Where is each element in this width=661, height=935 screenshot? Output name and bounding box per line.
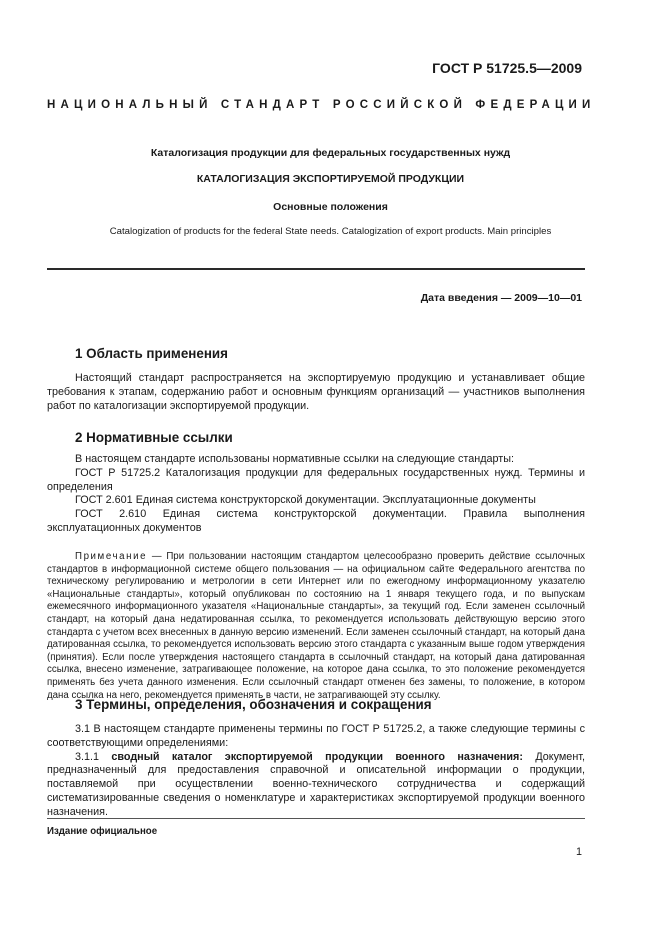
reference-item: [47, 494, 585, 508]
title-line-2: КАТАЛОГИЗАЦИЯ ЭКСПОРТИРУЕМОЙ ПРОДУКЦИИ: [196, 173, 465, 185]
clause-3-1-text: 3.1 В настоящем стандарте применены термины по ГОСТ Р 51725.2, а также следующие термины с соответствующими определениями:: [47, 723, 585, 749]
section-2-intro: В настоящем стандарте использованы нормативные ссылки на следующие стандарты:: [75, 453, 514, 465]
section-3-body: [47, 723, 585, 820]
clause-3-1-1: [47, 751, 585, 820]
footer-divider: [47, 818, 585, 819]
reference-item: [47, 467, 585, 495]
section-1-text: Настоящий стандарт распространяется на экспортируемую продукцию и устанавливает общие требования к этапам, содержанию работ и основным функциям организаций — участников выполнения работ по каталогизации экспортируемой продукции.: [47, 372, 585, 412]
note-label: Примечание: [75, 551, 148, 562]
title-line-3: Основные положения: [273, 201, 388, 213]
section-1-heading: 1 Область применения: [75, 346, 228, 361]
reference-item: [47, 508, 585, 536]
term-definition: Документ, предназначенный для предоставления справочной и описательной информации о продукции, поставляемой при осуществлении военно-технического сотрудничества и содержащий систематизированные сведения о номенклатуре и характеристиках экспортируемой продукции военного назначения.: [47, 750, 586, 818]
section-2-body: [47, 453, 585, 536]
document-code: ГОСТ Р 51725.5—2009: [432, 60, 582, 76]
note-block: [47, 551, 585, 702]
clause-3-1: [47, 723, 585, 751]
section-2-intro-paragraph: [47, 453, 585, 467]
title-line-1: Каталогизация продукции для федеральных государственных нужд: [150, 147, 511, 159]
section-1-paragraph: [47, 372, 585, 413]
national-standard-banner: НАЦИОНАЛЬНЫЙ СТАНДАРТ РОССИЙСКОЙ ФЕДЕРАЦИИ: [47, 99, 596, 111]
header-divider: [47, 268, 585, 270]
note-text: — При пользовании настоящим стандартом целесообразно проверить действие ссылочных стандартов в информационной системе общего пользования — на официальном сайте Федерального агентства по техническому регулированию и метрологии в сети Интернет или по ежегодному информационному указателю «Национальные стандарты», который опубликован по состоянию на 1 января текущего года, и по выпускам ежемесячного информационного указателя «Национальные стандарты», за текущий год. Если заменен ссылочный стандарт, на который дана недатированная ссылка, то рекомендуется использовать действующую версию этого стандарта с учетом всех внесенных в данную версию изменений. Если заменен ссылочный стандарт, на который дана датированная ссылка, то рекомендуется использовать версию этого стандарта с указанным выше годом утверждения (принятия). Если после утверждения настоящего стандарта в ссылочный стандарт, на который дана датированная ссылка, внесено изменение, затрагивающее положение, на которое дана ссылка, то это положение рекомендуется применять без учета данного изменения. Если ссылочный стандарт отменен без замены, то положение, в котором дана ссылка на него, рекомендуется применять в части, не затрагивающей эту ссылку.: [47, 551, 585, 701]
term-name: сводный каталог экспортируемой продукции военного назначения:: [111, 750, 523, 763]
section-3-heading: 3 Термины, определения, обозначения и сокращения: [75, 697, 432, 712]
page-number: 1: [575, 846, 582, 858]
effective-date: Дата введения — 2009—10—01: [420, 292, 582, 304]
section-2-heading: 2 Нормативные ссылки: [75, 430, 233, 445]
reference-text: ГОСТ 2.601 Единая система конструкторской документации. Эксплуатационные документы: [75, 494, 536, 507]
official-edition-label: Издание официальное: [47, 826, 158, 837]
term-number: 3.1.1: [75, 750, 100, 763]
reference-text: ГОСТ Р 51725.2 Каталогизация продукции для федеральных государственных нужд. Термины и определения: [47, 466, 585, 493]
reference-text: ГОСТ 2.610 Единая система конструкторской документации. Правила выполнения эксплуатационных документов: [47, 508, 585, 534]
english-title: Catalogization of products for the federal State needs. Catalogization of export products. Main principles: [109, 226, 552, 237]
